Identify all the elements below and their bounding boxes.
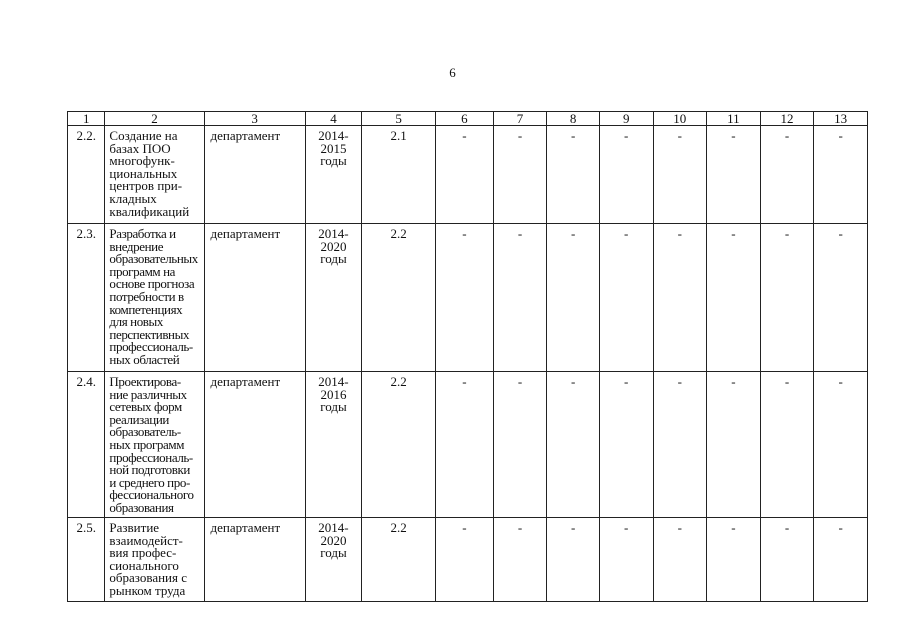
- value-cell: -: [760, 126, 814, 224]
- period: 2014- 2020 годы: [305, 518, 362, 602]
- value-cell: -: [760, 224, 814, 372]
- value-cell: -: [547, 518, 600, 602]
- activity-name: Разработка и внедрение образовательных программ на основе прогноза потребности в компетенциях для новых перспективных профессиональ- ных областей: [105, 224, 204, 372]
- value-cell: -: [653, 518, 707, 602]
- activity-name: Развитие взаимодейст- вия профес- сионального образования с рынком труда: [105, 518, 204, 602]
- value-cell: -: [436, 224, 494, 372]
- column-header: 4: [305, 112, 362, 126]
- column-header: 9: [599, 112, 653, 126]
- activity-name: Проектирова- ние различных сетевых форм реализации образователь- ных программ профессиональ- ной подготовки и среднего про- фессионального образования: [105, 372, 204, 518]
- indicator: 2.2: [362, 372, 436, 518]
- value-cell: -: [707, 224, 761, 372]
- row-number: 2.2.: [68, 126, 105, 224]
- value-cell: -: [547, 126, 600, 224]
- table-row: [68, 126, 868, 224]
- column-header: 12: [760, 112, 814, 126]
- table-header-row: [68, 112, 868, 126]
- table-row: [68, 518, 868, 602]
- table-row: [68, 372, 868, 518]
- page-number: 6: [449, 65, 456, 80]
- value-cell: -: [599, 372, 653, 518]
- period: 2014- 2016 годы: [305, 372, 362, 518]
- value-cell: -: [814, 126, 868, 224]
- column-header: 6: [436, 112, 494, 126]
- indicator: 2.2: [362, 518, 436, 602]
- column-header: 7: [493, 112, 547, 126]
- value-cell: -: [436, 518, 494, 602]
- column-header: 8: [547, 112, 600, 126]
- column-header: 2: [105, 112, 204, 126]
- column-header: 10: [653, 112, 707, 126]
- value-cell: -: [707, 518, 761, 602]
- table-row: [68, 224, 868, 372]
- indicator: 2.2: [362, 224, 436, 372]
- period: 2014- 2015 годы: [305, 126, 362, 224]
- value-cell: -: [493, 518, 547, 602]
- row-number: 2.3.: [68, 224, 105, 372]
- value-cell: -: [436, 126, 494, 224]
- value-cell: -: [707, 126, 761, 224]
- row-number: 2.5.: [68, 518, 105, 602]
- value-cell: -: [760, 518, 814, 602]
- value-cell: -: [493, 126, 547, 224]
- executor: департамент: [204, 224, 305, 372]
- column-header: 11: [707, 112, 761, 126]
- value-cell: -: [599, 126, 653, 224]
- executor: департамент: [204, 126, 305, 224]
- activity-name: Создание на базах ПОО многофунк- циональных центров при- кладных квалификаций: [105, 126, 204, 224]
- indicator: 2.1: [362, 126, 436, 224]
- column-header: 5: [362, 112, 436, 126]
- value-cell: -: [814, 224, 868, 372]
- period: 2014- 2020 годы: [305, 224, 362, 372]
- value-cell: -: [493, 372, 547, 518]
- value-cell: -: [814, 518, 868, 602]
- value-cell: -: [707, 372, 761, 518]
- value-cell: -: [493, 224, 547, 372]
- value-cell: -: [653, 126, 707, 224]
- value-cell: -: [547, 372, 600, 518]
- value-cell: -: [814, 372, 868, 518]
- value-cell: -: [436, 372, 494, 518]
- value-cell: -: [599, 224, 653, 372]
- executor: департамент: [204, 518, 305, 602]
- column-header: 1: [68, 112, 105, 126]
- value-cell: -: [599, 518, 653, 602]
- executor: департамент: [204, 372, 305, 518]
- column-header: 3: [204, 112, 305, 126]
- value-cell: -: [547, 224, 600, 372]
- plan-table: [67, 111, 868, 602]
- value-cell: -: [760, 372, 814, 518]
- value-cell: -: [653, 224, 707, 372]
- row-number: 2.4.: [68, 372, 105, 518]
- value-cell: -: [653, 372, 707, 518]
- column-header: 13: [814, 112, 868, 126]
